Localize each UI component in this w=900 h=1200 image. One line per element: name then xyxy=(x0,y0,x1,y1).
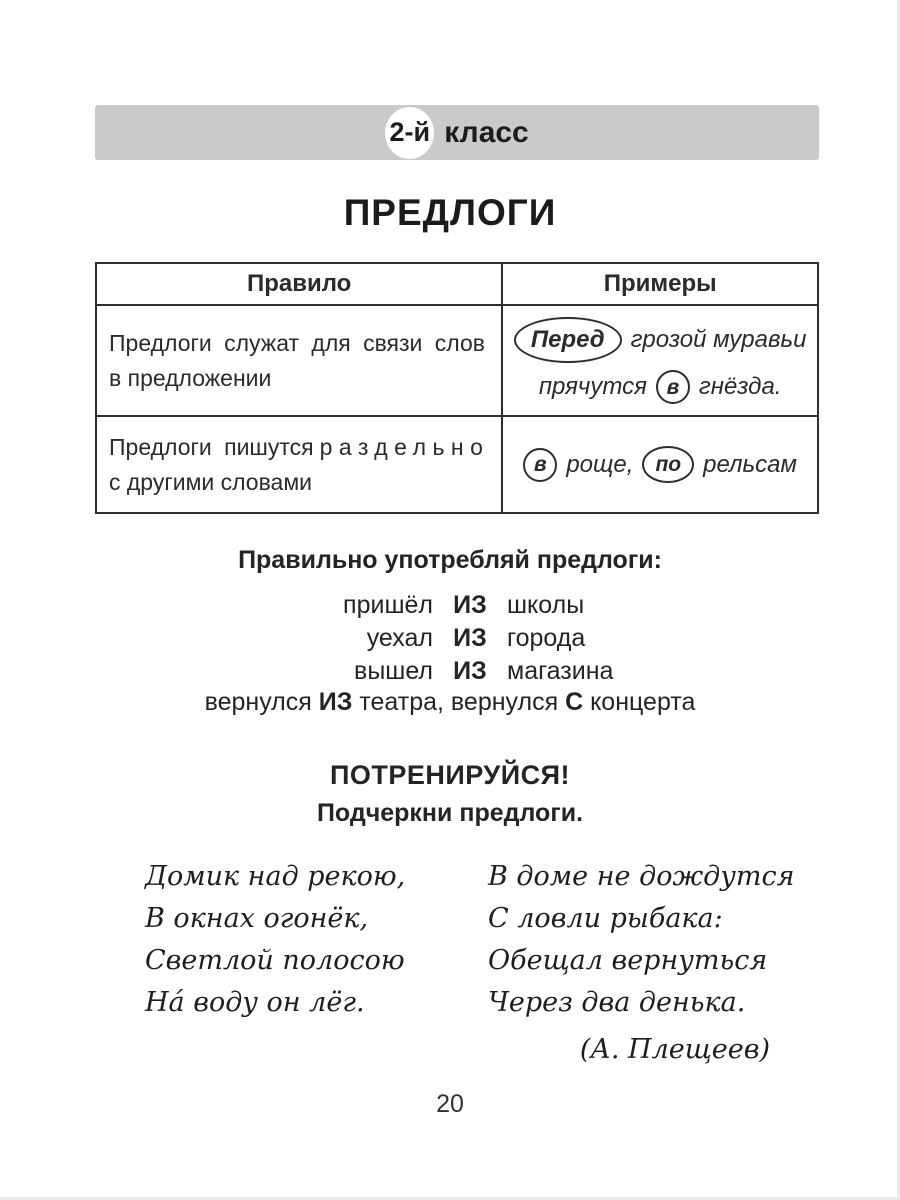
grade-banner xyxy=(95,105,819,160)
poem-line: Светлой полосою xyxy=(145,945,405,976)
usage-preposition: С xyxy=(565,688,584,716)
column-header-rule: Правило xyxy=(96,263,502,305)
usage-examples xyxy=(20,589,900,688)
usage-preposition: ИЗ xyxy=(318,688,353,716)
page-number: 20 xyxy=(436,1090,464,1118)
rule-text-line1: Предлоги служат для связи слов xyxy=(109,330,485,357)
rule-text-line1: Предлоги пишутся раздельно xyxy=(109,434,490,461)
practice-heading: ПОТРЕНИРУЙСЯ! xyxy=(329,760,571,790)
circled-preposition: в xyxy=(656,370,690,404)
usage-noun: магазина xyxy=(507,657,614,685)
table-header-row xyxy=(96,263,818,305)
example-line xyxy=(507,317,813,363)
example-cell xyxy=(502,416,818,513)
usage-heading: Правильно употребляй предлоги: xyxy=(238,546,662,574)
usage-line xyxy=(20,589,900,622)
grade-label: класс xyxy=(444,115,529,149)
rules-table xyxy=(95,262,819,514)
poem-line: Обещал вернуться xyxy=(488,945,768,976)
poem-author: (А. Плещеев) xyxy=(579,1034,770,1065)
rule-cell xyxy=(96,305,502,416)
poem-line: Через два денька. xyxy=(488,987,746,1018)
poem-line: На́ воду он лёг. xyxy=(145,987,365,1018)
example-text: гнёзда. xyxy=(698,373,782,401)
usage-noun: города xyxy=(507,624,586,652)
page-title: ПРЕДЛОГИ xyxy=(343,192,557,233)
usage-line xyxy=(20,655,900,688)
usage-verb: уехал xyxy=(366,624,433,652)
poem-line: Домик над рекою, xyxy=(145,861,406,892)
usage-line xyxy=(20,622,900,655)
usage-line-last xyxy=(0,688,900,717)
table-row xyxy=(96,416,818,513)
example-text: роще, xyxy=(566,450,634,478)
example-line xyxy=(507,370,813,404)
poem-column-right xyxy=(488,856,795,1024)
usage-preposition: ИЗ xyxy=(453,591,487,619)
usage-text: вернулся xyxy=(204,688,319,716)
example-text: прячутся xyxy=(538,373,647,401)
letter-spaced-word: раздельно xyxy=(319,434,490,461)
rule-cell xyxy=(96,416,502,513)
usage-preposition: ИЗ xyxy=(453,657,487,685)
circled-preposition: Перед xyxy=(514,317,622,363)
practice-instruction: Подчеркни предлоги. xyxy=(316,799,584,827)
usage-text: концерта xyxy=(583,688,696,716)
example-text: грозой муравьи xyxy=(630,326,807,353)
rule-text-line2: с другими словами xyxy=(109,468,313,495)
usage-preposition: ИЗ xyxy=(453,624,487,652)
rule-text-line2: в предложении xyxy=(109,364,272,391)
poem-column-left xyxy=(145,856,405,1024)
example-cell xyxy=(502,305,818,416)
usage-verb: пришёл xyxy=(343,591,433,619)
poem-line: В доме не дождутся xyxy=(488,861,795,892)
grade-number-badge: 2-й xyxy=(385,107,434,159)
table-row xyxy=(96,305,818,416)
column-header-examples: Примеры xyxy=(502,263,818,305)
example-line xyxy=(507,446,813,483)
circled-preposition: в xyxy=(523,448,557,482)
poem-line: С ловли рыбака: xyxy=(488,903,723,934)
usage-verb: вышел xyxy=(354,657,433,685)
usage-text: театра, вернулся xyxy=(352,688,566,716)
example-text: рельсам xyxy=(703,450,797,478)
usage-noun: школы xyxy=(507,591,585,619)
circled-preposition: по xyxy=(642,446,694,483)
poem-line: В окнах огонёк, xyxy=(145,903,369,934)
